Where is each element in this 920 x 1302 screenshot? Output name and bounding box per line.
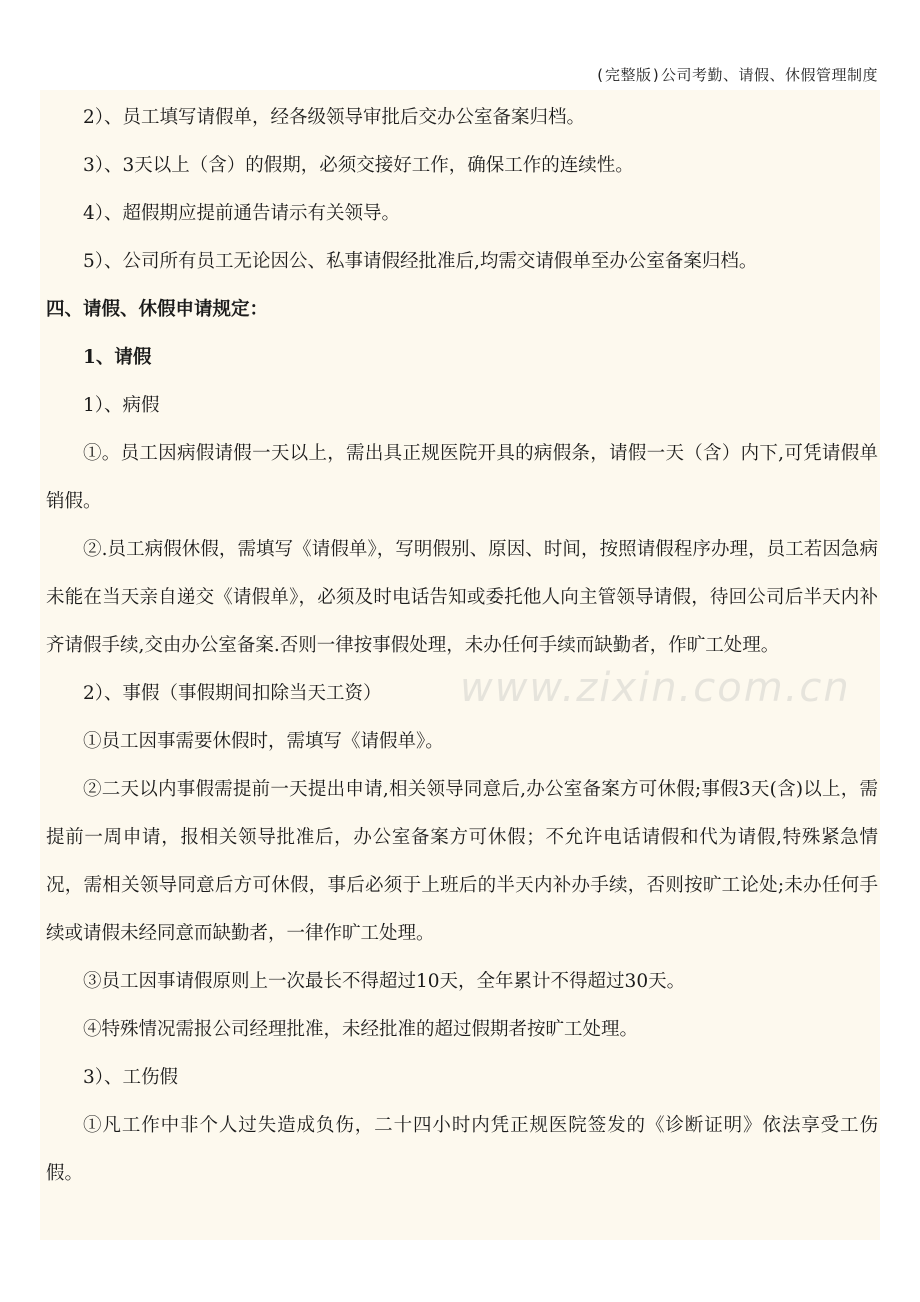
sick-leave-title: 1）、病假 xyxy=(83,395,160,416)
personal-leave-rule-1: ①员工因事需要休假时，需填写《请假单》。 xyxy=(83,731,444,752)
injury-leave-rule-1: ①凡工作中非个人过失造成负伤，二十四小时内凭正规医院签发的《诊断证明》依法享受工伤假。 xyxy=(46,1115,878,1184)
watermark: www.zixin.com.cn xyxy=(460,665,851,711)
document-body xyxy=(46,94,878,1198)
personal-leave-rule-2: ②二天以内事假需提前一天提出申请,相关领导同意后,办公室备案方可休假;事假3天(含)以上，需提前一周申请，报相关领导批准后，办公室备案方可休假；不允许电话请假和代为请假,特殊紧急情况，需相关领导同意后方可休假，事后必须于上班后的半天内补办手续，否则按旷工论处;未办任何手续或请假未经同意而缺勤者，一律作旷工处理。 xyxy=(46,779,879,944)
injury-leave-title: 3）、工伤假 xyxy=(83,1067,179,1088)
sick-leave-rule-2: ②.员工病假休假，需填写《请假单》，写明假别、原因、时间，按照请假程序办理，员工若因急病未能在当天亲自递交《请假单》，必须及时电话告知或委托他人向主管领导请假，待回公司后半天内补齐请假手续,交由办公室备案.否则一律按事假处理，未办任何手续而缺勤者，作旷工处理。 xyxy=(46,539,878,656)
document-page xyxy=(40,90,880,1240)
rule-item-2: 2）、员工填写请假单，经各级领导审批后交办公室备案归档。 xyxy=(83,107,586,128)
personal-leave-rule-3: ③员工因事请假原则上一次最长不得超过10天，全年累计不得超过30天。 xyxy=(83,971,686,992)
document-header: (完整版)公司考勤、请假、休假管理制度 xyxy=(595,66,878,84)
rule-item-4: 4）、超假期应提前通告请示有关领导。 xyxy=(83,203,401,224)
subsection-heading-leave: 1、请假 xyxy=(83,347,152,368)
personal-leave-title: 2）、事假（事假期间扣除当天工资） xyxy=(83,683,382,704)
sick-leave-rule-1: ①。员工因病假请假一天以上，需出具正规医院开具的病假条，请假一天（含）内下,可凭请假单销假。 xyxy=(46,443,878,512)
rule-item-5: 5）、公司所有员工无论因公、私事请假经批准后,均需交请假单至办公室备案归档。 xyxy=(83,251,758,272)
personal-leave-rule-4: ④特殊情况需报公司经理批准，未经批准的超过假期者按旷工处理。 xyxy=(83,1019,639,1040)
rule-item-3: 3）、3天以上（含）的假期，必须交接好工作，确保工作的连续性。 xyxy=(83,155,634,176)
section-heading-4: 四、请假、休假申请规定： xyxy=(46,299,269,320)
